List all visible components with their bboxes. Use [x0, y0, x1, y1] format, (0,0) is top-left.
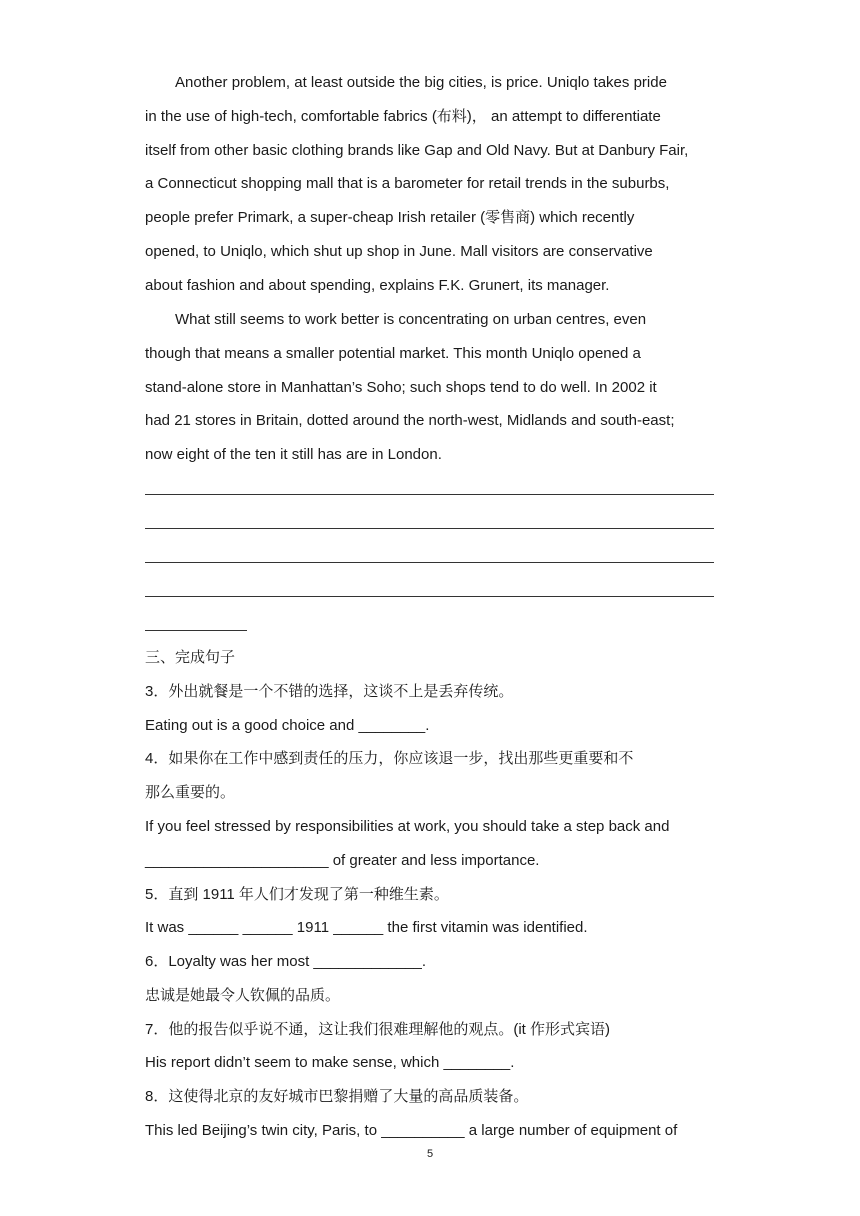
passage-line: had 21 stores in Britain, dotted around the north-west, Midlands and south-east;	[145, 412, 675, 429]
answer-line	[145, 494, 714, 495]
passage-line: in the use of high-tech, comfortable fabrics (布料)， an attempt to differentiate	[145, 108, 661, 125]
question-en: Eating out is a good choice and ________.	[145, 717, 430, 734]
answer-line	[145, 596, 714, 597]
question-zh-cont: 那么重要的。	[145, 784, 236, 801]
answer-line	[145, 562, 714, 563]
page-number: 5	[426, 1148, 434, 1160]
passage-line: people prefer Primark, a super-cheap Irish retailer (零售商) which recently	[145, 209, 635, 226]
passage-line: stand-alone store in Manhattan’s Soho; such shops tend to do well. In 2002 it	[145, 379, 657, 396]
answer-line	[145, 528, 714, 529]
passage-line: Another problem, at least outside the big cities, is price. Uniqlo takes pride	[175, 74, 667, 91]
question-en: It was ______ ______ 1911 ______ the first vitamin was identified.	[145, 919, 588, 936]
passage-line: though that means a smaller potential market. This month Uniqlo opened a	[145, 345, 641, 362]
passage-line: What still seems to work better is concentrating on urban centres, even	[175, 311, 647, 328]
passage-line: opened, to Uniqlo, which shut up shop in June. Mall visitors are conservative	[145, 243, 653, 260]
question-zh: 忠诚是她最令人钦佩的品质。	[145, 987, 341, 1004]
passage-line: now eight of the ten it still has are in London.	[145, 446, 442, 463]
question-zh: 5．直到 1911 年人们才发现了第一种维生素。	[145, 886, 449, 903]
question-zh: 7．他的报告似乎说不通，这让我们很难理解他的观点。(it 作形式宾语)	[145, 1021, 611, 1038]
question-en: If you feel stressed by responsibilities at work, you should take a step back and	[145, 818, 670, 835]
question-zh: 8．这使得北京的友好城市巴黎捐赠了大量的高品质装备。	[145, 1088, 529, 1105]
passage-line: itself from other basic clothing brands like Gap and Old Navy. But at Danbury Fair,	[145, 142, 689, 159]
question-zh: 4．如果你在工作中感到责任的压力，你应该退一步，找出那些更重要和不	[145, 750, 634, 767]
question-en: This led Beijing’s twin city, Paris, to __________ a large number of equipment of	[145, 1122, 678, 1139]
question-en: ______________________ of greater and less importance.	[145, 852, 540, 869]
passage-line: about fashion and about spending, explains F.K. Grunert, its manager.	[145, 277, 610, 294]
question-en: His report didn’t seem to make sense, which ________.	[145, 1054, 515, 1071]
question-zh: 3．外出就餐是一个不错的选择，这谈不上是丢弃传统。	[145, 683, 514, 700]
passage-line: a Connecticut shopping mall that is a barometer for retail trends in the suburbs,	[145, 175, 670, 192]
section-title: 三、完成句子	[145, 649, 236, 666]
answer-line	[145, 630, 247, 631]
question-en: 6．Loyalty was her most _____________.	[145, 953, 427, 970]
